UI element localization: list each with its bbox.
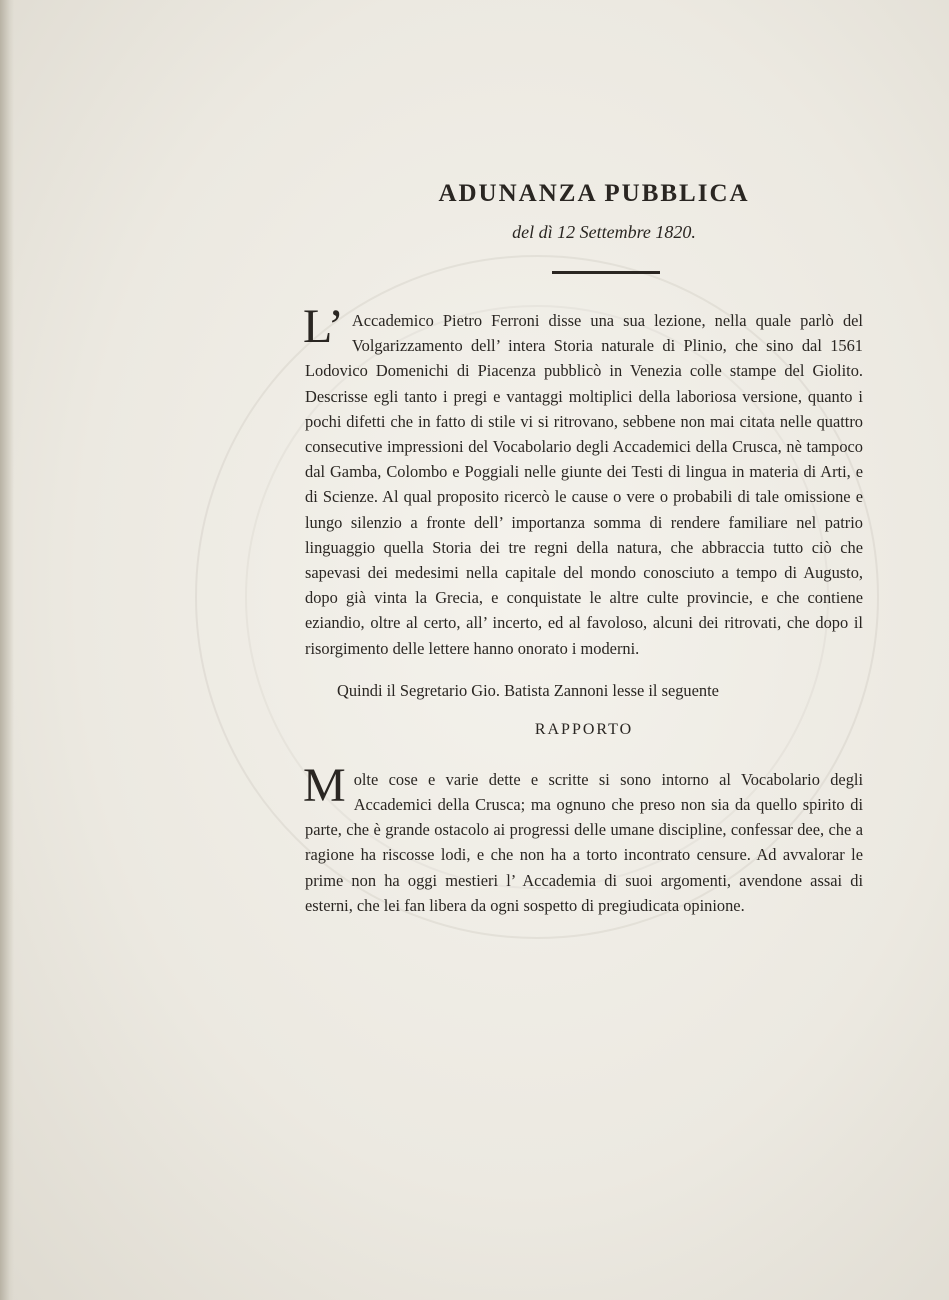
second-paragraph-text: olte cose e varie dette e scritte si sono intorno al Vocabolario degli Accademici della Crusca; ma ognuno che preso non sia da quello spirito di parte, che è grande ostacolo ai progressi delle umane discipline, confessar dee, che a ragione ha riscosse lodi, e che non ha a torto incontrato censure. Ad avvalorar le prime non ha oggi mestieri l’ Accademia di suoi argomenti, avendone assai di esterni, che lei fan libera da ogni sospetto di pregiudicata opinione. bbox=[305, 769, 863, 915]
section-heading: RAPPORTO bbox=[534, 720, 634, 738]
page-edge bbox=[0, 0, 14, 1300]
intro-line: Quindi il Segretario Gio. Batista Zannoni lesse il seguente bbox=[337, 680, 719, 700]
dropcap-m: M bbox=[303, 758, 346, 812]
page-title: ADUNANZA PUBBLICA bbox=[438, 180, 750, 207]
decorative-rule bbox=[552, 271, 660, 274]
first-paragraph bbox=[303, 300, 863, 661]
dropcap-l: L’ bbox=[303, 300, 344, 353]
first-paragraph-text: Accademico Pietro Ferroni disse una sua lezione, nella quale parlò del Volgarizzamento dell’ intera Storia naturale di Plinio, che sino dal 1561 Lodovico Domenichi di Piacenza pubblicò in Venezia colle stampe del Giolito. Descrisse egli tanto i pregi e vantaggi moltiplici della laboriosa versione, quanto i pochi difetti che in fatto di stile vi si ritrovano, sebbene non mai citata nelle quattro consecutive impressioni del Vocabolario degli Accademici della Crusca, nè tampoco dal Gamba, Colombo e Poggiali nelle giunte dei Testi di lingua in materia di Arti, e di Scienze. Al qual proposito ricercò le cause o vere o probabili di tale omissione e lungo silenzio a fronte dell’ importanza somma di rendere familiare nel patrio linguaggio quella Storia dei tre regni della natura, che abbraccia tutto ciò che sapevasi dei medesimi nella capitale del mondo conosciuto a tempo di Augusto, dopo già vinta la Grecia, e conquistate le altre culte provincie, e che contiene eziandio, oltre al certo, all’ incerto, ed al favoloso, alcuni dei ritrovati, che dopo il risorgimento delle lettere hanno onorato i moderni. bbox=[305, 311, 863, 658]
second-paragraph bbox=[303, 758, 863, 918]
text-block bbox=[305, 180, 863, 918]
page-subtitle: del dì 12 Settembre 1820. bbox=[512, 222, 696, 242]
